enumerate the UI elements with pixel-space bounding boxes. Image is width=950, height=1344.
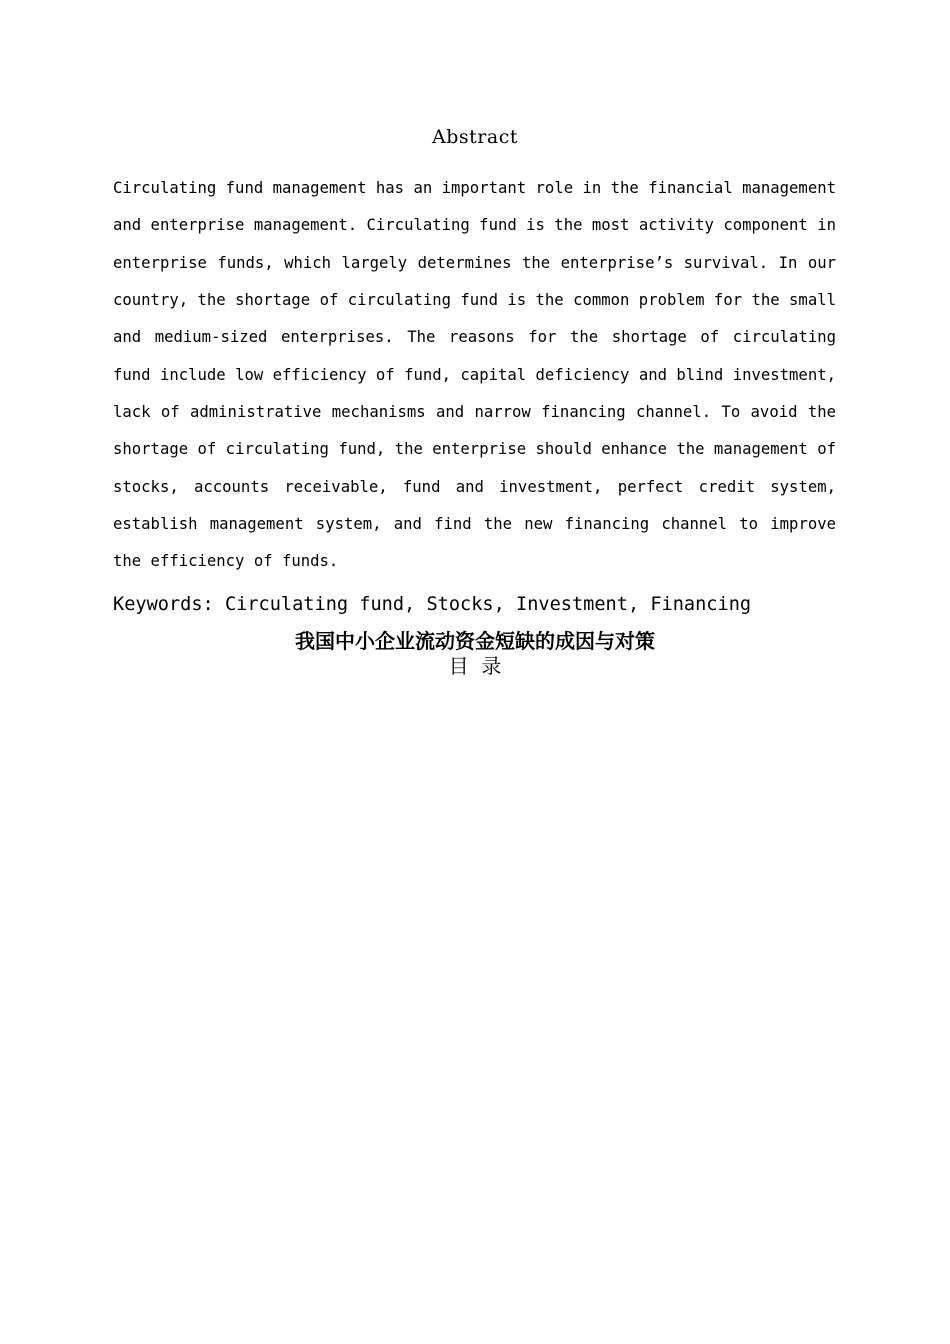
keywords-line: Keywords: Circulating fund, Stocks, Investment, Financing	[113, 594, 752, 615]
abstract-heading: Abstract	[432, 126, 518, 148]
table-of-contents-heading: 目 录	[448, 654, 502, 678]
abstract-body: Circulating fund management has an important role in the financial management and enterprise management. Circulating fund is the most activity component in enterprise funds, which largely determines the enterprise’s survival. In our country, the shortage of circulating fund is the common problem for the small and medium-sized enterprises. The reasons for the shortage of circulating fund include low efficiency of fund, capital deficiency and blind investment, lack of administrative mechanisms and narrow financing channel. To avoid the shortage of circulating fund, the enterprise should enhance the management of stocks, accounts receivable, fund and investment, perfect credit system, establish management system, and find the new financing channel to improve the efficiency of funds.	[113, 179, 836, 571]
chinese-title: 我国中小企业流动资金短缺的成因与对策	[295, 629, 655, 653]
